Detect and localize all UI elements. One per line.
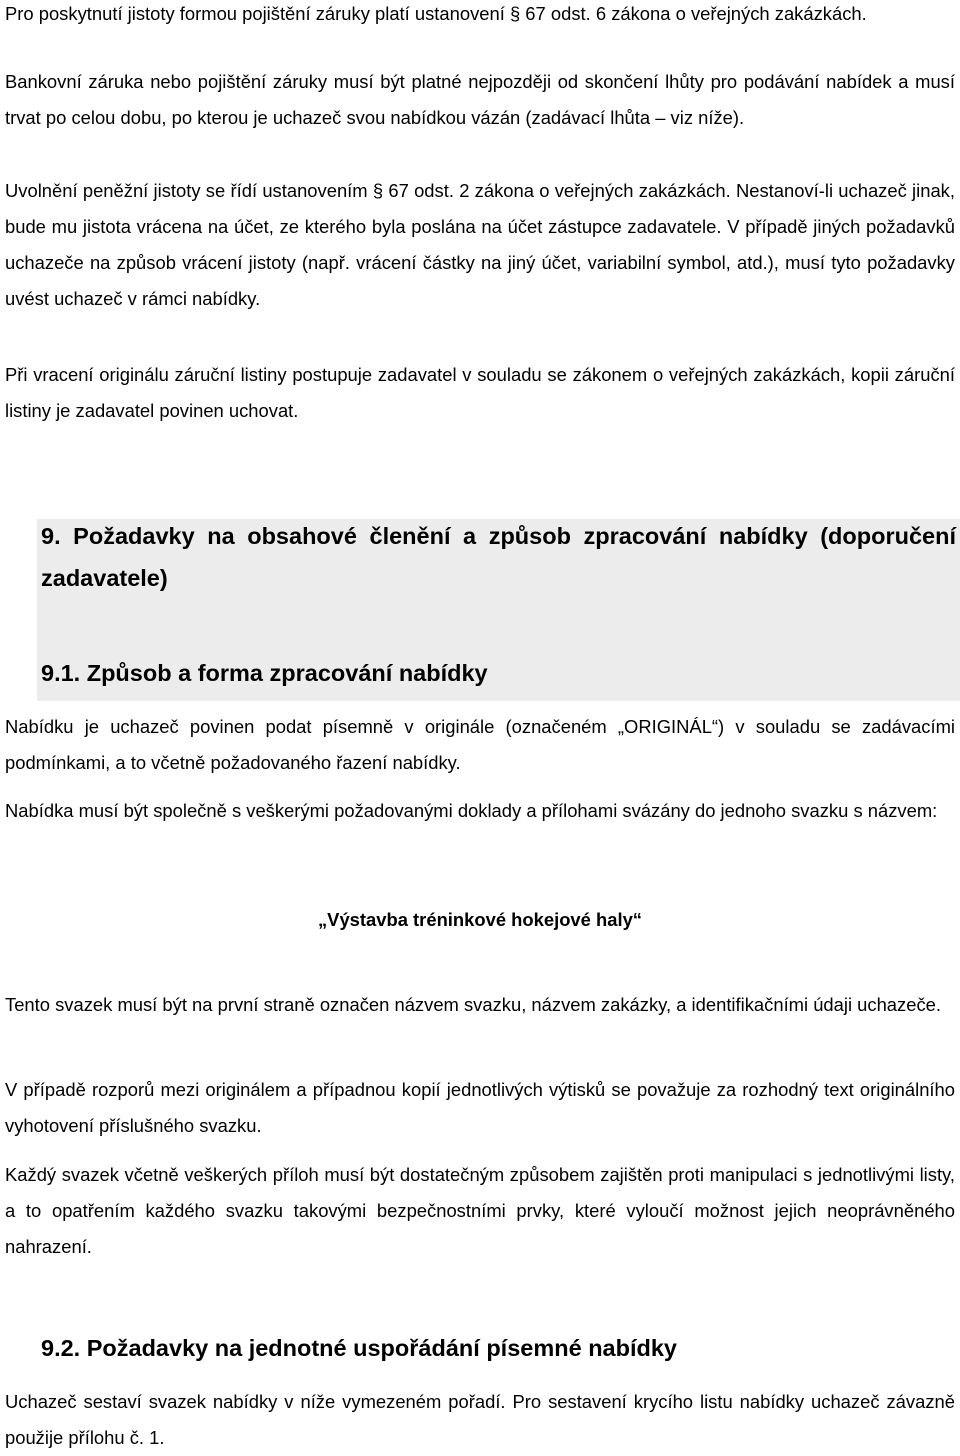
paragraph-guarantee-validity: Bankovní záruka nebo pojištění záruky musí být platné nejpozději od skončení lhůty pro podávání nabídek a musí trvat po celou dobu, po kterou je uchazeč svou nabídkou vázán (zadávací lhůta – viz níže). — [5, 71, 955, 128]
section-9-title: 9. Požadavky na obsahové členění a způsob zpracování nabídky (doporučení zadavatele) — [41, 523, 956, 591]
paragraph-guarantee-insurance: Pro poskytnutí jistoty formou pojištění záruky platí ustanovení § 67 odst. 6 zákona o veřejných zakázkách. — [5, 3, 867, 24]
paragraph-bundle-order: Uchazeč sestaví svazek nabídky v níže vymezeném pořadí. Pro sestavení krycího listu nabídky uchazeč závazně použije přílohu č. 1. — [5, 1391, 955, 1448]
section-9-heading-block — [37, 519, 960, 701]
bundle-title: „Výstavba tréninkové hokejové haly“ — [317, 909, 642, 930]
paragraph-security-release: Uvolnění peněžní jistoty se řídí ustanovením § 67 odst. 2 zákona o veřejných zakázkách. Nestanoví-li uchazeč jinak, bude mu jistota vrácena na účet, ze kterého byla poslána na účet zástupce zadavatele. V případě jiných požadavků uchazeče na způsob vrácení jistoty (např. vrácení částky na jiný účet, variabilní symbol, atd.), musí tyto požadavky uvést uchazeč v rámci nabídky. — [5, 180, 955, 309]
paragraph-submission-original: Nabídku je uchazeč povinen podat písemně v originále (označeném „ORIGINÁL“) v souladu se zadávacími podmínkami, a to včetně požadovaného řazení nabídky. — [5, 716, 955, 773]
paragraph-bundle-labeling: Tento svazek musí být na první straně označen názvem svazku, názvem zakázky, a identifikačními údaji uchazeče. — [5, 994, 941, 1015]
paragraph-guarantee-return: Při vracení originálu záruční listiny postupuje zadavatel v souladu se zákonem o veřejných zakázkách, kopii záruční listiny je zadavatel povinen uchovat. — [5, 364, 955, 421]
section-9-1-title: 9.1. Způsob a forma zpracování nabídky — [41, 660, 488, 686]
paragraph-bundle-binding: Nabídka musí být společně s veškerými požadovanými doklady a přílohami svázány do jednoho svazku s názvem: — [5, 800, 938, 821]
section-9-2-title: 9.2. Požadavky na jednotné uspořádání písemné nabídky — [41, 1335, 677, 1361]
paragraph-bundle-security: Každý svazek včetně veškerých příloh musí být dostatečným způsobem zajištěn proti manipulaci s jednotlivými listy, a to opatřením každého svazku takovými bezpečnostními prvky, které vyloučí možnost jejich neoprávněného nahrazení. — [5, 1164, 955, 1257]
paragraph-original-priority: V případě rozporů mezi originálem a případnou kopií jednotlivých výtisků se považuje za rozhodný text originálního vyhotovení příslušného svazku. — [5, 1079, 955, 1136]
